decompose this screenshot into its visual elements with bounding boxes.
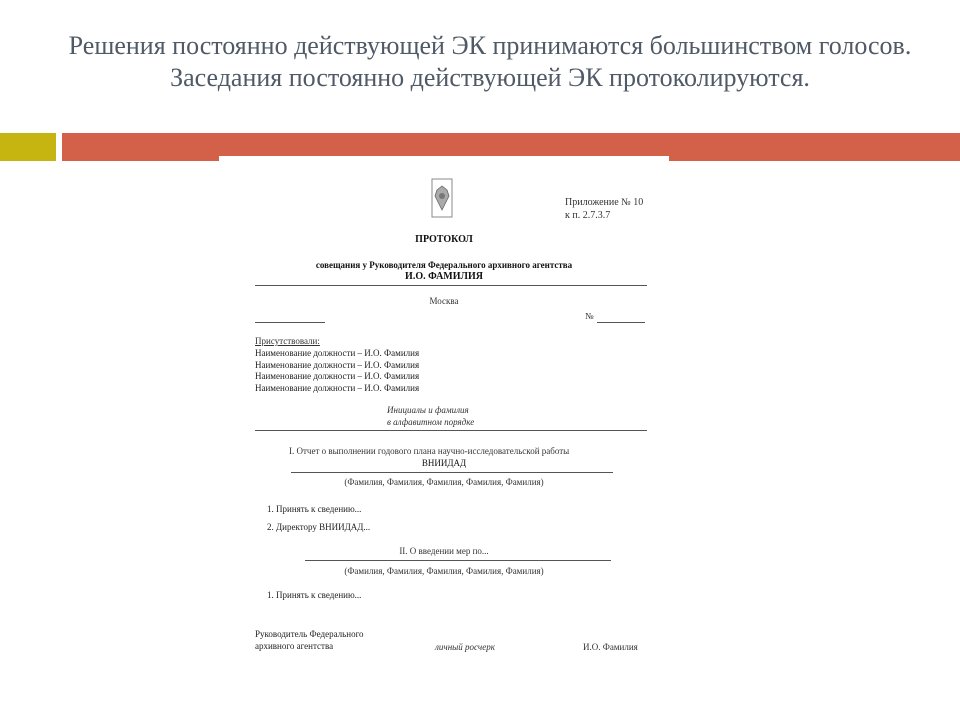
section2-names: (Фамилия, Фамилия, Фамилия, Фамилия, Фамилия) xyxy=(344,566,544,576)
section2-rule xyxy=(305,560,611,561)
present-row: Наименование должности – И.О. Фамилия xyxy=(255,382,420,393)
appendix-clause: к п. 2.7.3.7 xyxy=(565,210,611,221)
initials-note-line: в алфавитном порядке xyxy=(387,417,475,427)
present-label: Присутствовали: xyxy=(255,336,320,346)
signer-position-line: архивного агентства xyxy=(255,641,334,651)
section1-names: (Фамилия, Фамилия, Фамилия, Фамилия, Фамилия) xyxy=(344,477,544,487)
slide-title: Решения постоянно действующей ЭК принимаются большинством голосов. Заседания постоянно действующей ЭК протоколируются. xyxy=(68,31,912,92)
section1-rule xyxy=(291,472,613,473)
section1-item: 1. Принять к сведению... xyxy=(267,504,362,514)
date-field-line xyxy=(255,322,325,323)
present-list xyxy=(255,348,419,394)
number-field-line xyxy=(597,322,645,323)
protocol-document xyxy=(219,156,669,676)
appendix-line: Приложение № 10 xyxy=(565,197,644,208)
section2-title: II. О введении мер по... xyxy=(399,546,489,556)
coat-of-arms-icon xyxy=(431,178,453,218)
section1-item: 2. Директору ВНИИДАД... xyxy=(267,522,371,532)
signer-position xyxy=(255,628,364,652)
present-rule xyxy=(255,430,647,431)
header-rule xyxy=(255,285,647,286)
signature-placeholder: личный росчерк xyxy=(435,642,495,652)
present-row: Наименование должности – И.О. Фамилия xyxy=(255,371,420,381)
protocol-title: ПРОТОКОЛ xyxy=(415,234,473,245)
present-row: Наименование должности – И.О. Фамилия xyxy=(255,359,420,370)
initials-note xyxy=(387,404,474,428)
signer-name: И.О. Фамилия xyxy=(583,642,638,652)
section2-item: 1. Принять к сведению... xyxy=(267,590,362,600)
signer-position-line: Руководитель Федерального xyxy=(255,629,364,639)
section1-subtitle: ВНИИДАД xyxy=(421,458,467,468)
appendix-note xyxy=(565,196,643,222)
initials-note-line: Инициалы и фамилия xyxy=(387,405,469,415)
present-row: Наименование должности – И.О. Фамилия xyxy=(255,348,420,358)
number-label: № xyxy=(585,311,594,321)
accent-bar-left xyxy=(0,133,56,161)
section1-title: I. Отчет о выполнении годового плана научно-исследовательской работы xyxy=(289,446,570,456)
head-name: И.О. ФАМИЛИЯ xyxy=(405,271,483,282)
meeting-description: совещания у Руководителя Федерального архивного агентства xyxy=(315,260,573,270)
city-label: Москва xyxy=(429,296,459,306)
